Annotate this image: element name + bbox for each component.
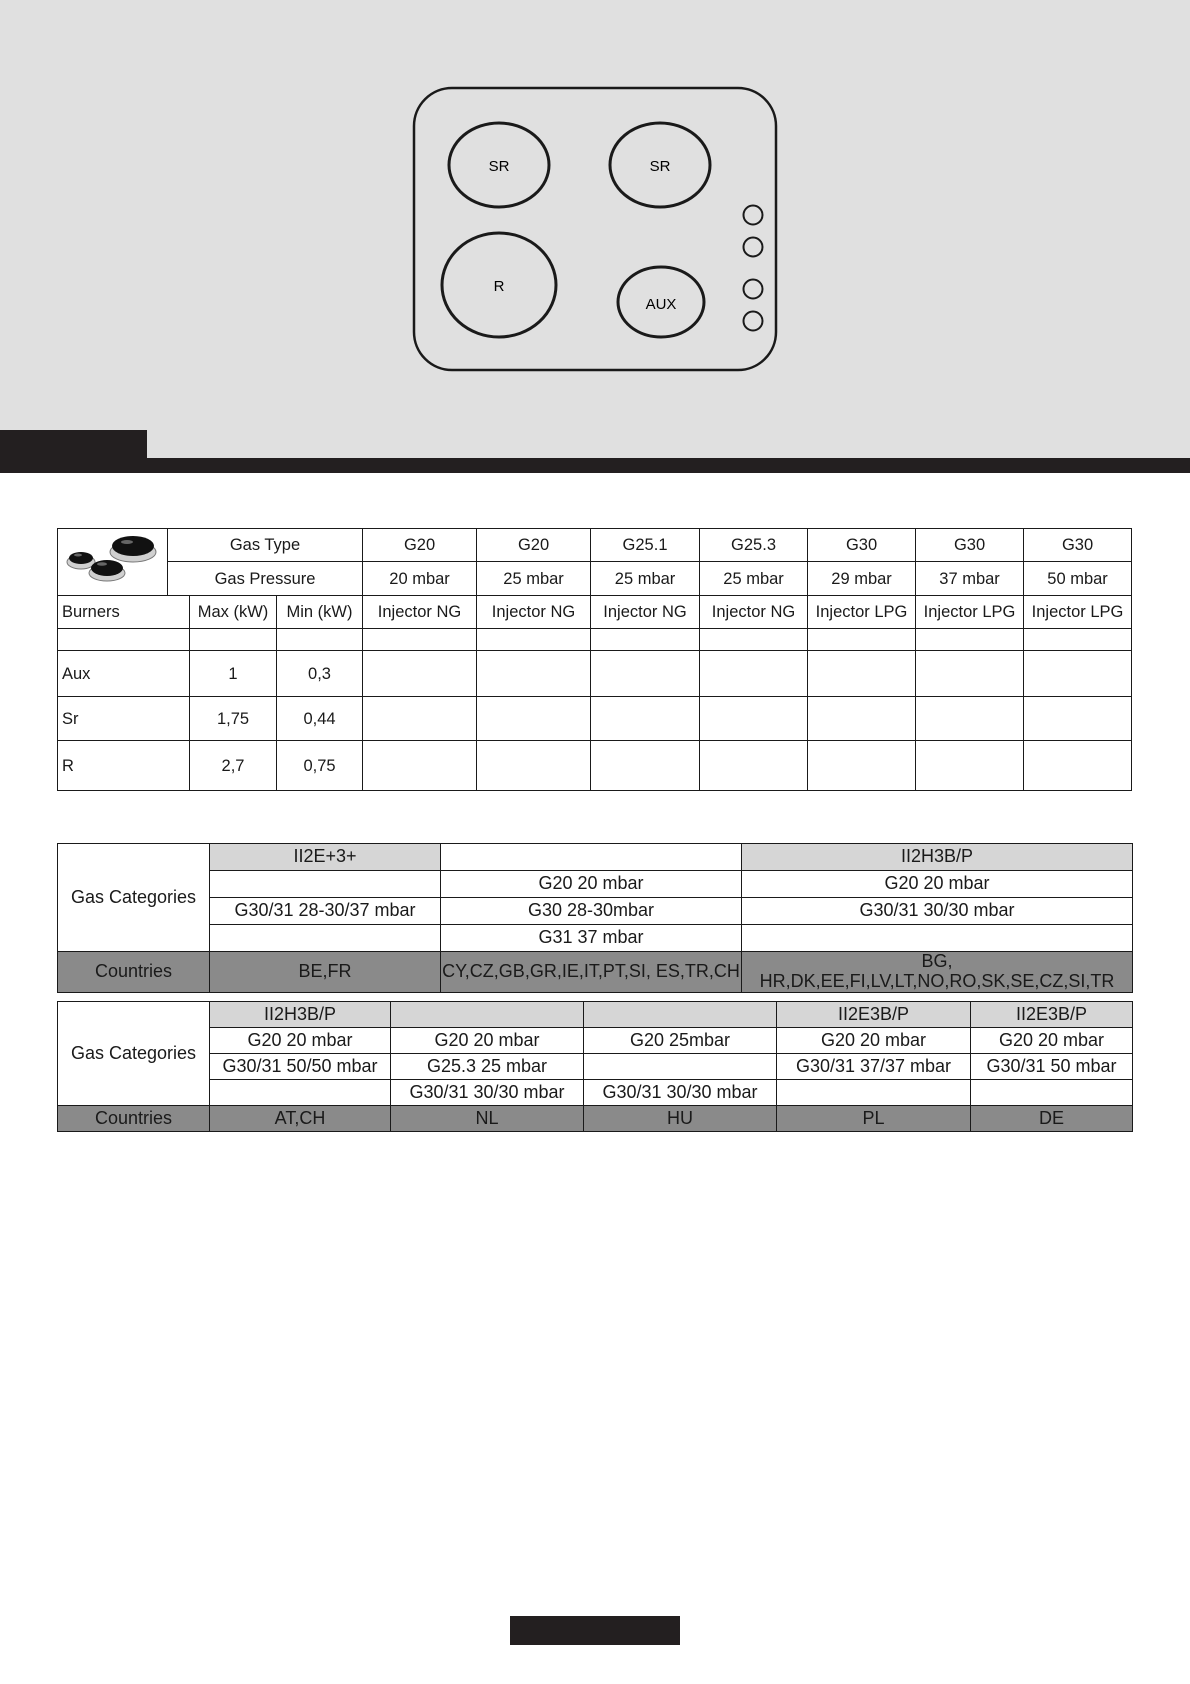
category-head: II2H3B/P [742, 844, 1133, 871]
control-knob-icon [744, 280, 763, 299]
empty-cell [363, 651, 477, 697]
burner-r-label: R [493, 278, 505, 295]
category-cell: G30 28-30mbar [441, 898, 742, 925]
page-footer-bar [510, 1616, 680, 1645]
countries-cell: DE [971, 1106, 1133, 1132]
category-cell: G20 20 mbar [777, 1028, 971, 1054]
empty-cell [477, 629, 591, 651]
burner-caps-icon [59, 529, 167, 591]
burner-aux-label: AUX [645, 296, 677, 313]
burners-column-header: Burners [58, 596, 190, 629]
gas-categories-table-1 [57, 843, 1133, 993]
burner-name: Aux [58, 651, 190, 697]
countries-cell: AT,CH [210, 1106, 391, 1132]
empty-cell [1024, 697, 1132, 741]
empty-cell [916, 629, 1024, 651]
gas-pressure-cell: 37 mbar [916, 562, 1024, 596]
empty-cell [477, 697, 591, 741]
burner-max-kw: 2,7 [190, 741, 277, 791]
hob-diagram [0, 0, 1190, 473]
empty-cell [277, 629, 363, 651]
burner-sr-right-label: SR [649, 158, 671, 175]
empty-cell [916, 697, 1024, 741]
burner-sr-left-label: SR [488, 158, 510, 175]
category-cell: G30/31 30/30 mbar [742, 898, 1133, 925]
burner-max-kw: 1,75 [190, 697, 277, 741]
countries-cell: HU [584, 1106, 777, 1132]
category-cell [584, 1054, 777, 1080]
control-knob-icon [744, 312, 763, 331]
gas-categories-table-2 [57, 1001, 1133, 1132]
empty-cell [363, 629, 477, 651]
category-cell: G31 37 mbar [441, 925, 742, 952]
gas-pressure-cell: 50 mbar [1024, 562, 1132, 596]
injector-cell: Injector LPG [916, 596, 1024, 629]
category-cell [742, 925, 1133, 952]
gas-pressure-cell: 29 mbar [808, 562, 916, 596]
empty-cell [808, 651, 916, 697]
category-cell [777, 1080, 971, 1106]
gas-type-cell: G30 [1024, 529, 1132, 562]
empty-cell [190, 629, 277, 651]
category-cell [210, 925, 441, 952]
countries-cell: CY,CZ,GB,GR,IE,IT,PT,SI, ES,TR,CH [441, 952, 742, 993]
hob-illustration-panel [0, 0, 1190, 473]
gas-pressure-header: Gas Pressure [168, 562, 363, 596]
empty-cell [700, 629, 808, 651]
category-head [584, 1002, 777, 1028]
category-cell [210, 1080, 391, 1106]
empty-cell [1024, 629, 1132, 651]
category-cell: G30/31 50 mbar [971, 1054, 1133, 1080]
gas-type-header: Gas Type [168, 529, 363, 562]
countries-cell: NL [391, 1106, 584, 1132]
gas-pressure-cell: 25 mbar [591, 562, 700, 596]
min-kw-header: Min (kW) [277, 596, 363, 629]
empty-cell [1024, 651, 1132, 697]
control-knob-icon [744, 206, 763, 225]
category-head [441, 844, 742, 871]
empty-cell [58, 629, 190, 651]
gas-type-cell: G20 [477, 529, 591, 562]
burner-max-kw: 1 [190, 651, 277, 697]
category-head: II2E3B/P [971, 1002, 1133, 1028]
gas-categories-label: Gas Categories [58, 1002, 210, 1106]
category-cell: G20 20 mbar [441, 871, 742, 898]
table-row [58, 651, 1132, 697]
table-row [58, 741, 1132, 791]
category-cell: G20 20 mbar [391, 1028, 584, 1054]
empty-cell [808, 629, 916, 651]
burner-min-kw: 0,44 [277, 697, 363, 741]
category-cell [210, 871, 441, 898]
gas-type-cell: G25.1 [591, 529, 700, 562]
empty-cell [363, 741, 477, 791]
category-cell [971, 1080, 1133, 1106]
section-divider-bar [0, 458, 1190, 473]
max-kw-header: Max (kW) [190, 596, 277, 629]
injector-cell: Injector NG [700, 596, 808, 629]
gas-type-cell: G20 [363, 529, 477, 562]
category-head: II2H3B/P [210, 1002, 391, 1028]
category-cell: G30/31 28-30/37 mbar [210, 898, 441, 925]
gas-pressure-cell: 25 mbar [700, 562, 808, 596]
countries-cell: PL [777, 1106, 971, 1132]
category-cell: G30/31 30/30 mbar [391, 1080, 584, 1106]
gas-pressure-cell: 20 mbar [363, 562, 477, 596]
empty-cell [916, 741, 1024, 791]
category-cell: G20 20 mbar [971, 1028, 1133, 1054]
burner-name: R [58, 741, 190, 791]
burner-name: Sr [58, 697, 190, 741]
empty-cell [591, 629, 700, 651]
empty-cell [700, 651, 808, 697]
empty-cell [591, 741, 700, 791]
countries-cell: BG, HR,DK,EE,FI,LV,LT,NO,RO,SK,SE,CZ,SI,TR [742, 952, 1133, 993]
empty-cell [700, 697, 808, 741]
control-knob-icon [744, 238, 763, 257]
empty-cell [808, 697, 916, 741]
gas-type-cell: G30 [916, 529, 1024, 562]
category-head: II2E3B/P [777, 1002, 971, 1028]
empty-cell [477, 651, 591, 697]
injector-cell: Injector NG [363, 596, 477, 629]
category-cell: G30/31 30/30 mbar [584, 1080, 777, 1106]
empty-cell [477, 741, 591, 791]
empty-cell [591, 651, 700, 697]
table-row [58, 697, 1132, 741]
category-head: II2E+3+ [210, 844, 441, 871]
countries-label: Countries [58, 1106, 210, 1132]
category-cell: G25.3 25 mbar [391, 1054, 584, 1080]
empty-cell [700, 741, 808, 791]
category-cell: G30/31 50/50 mbar [210, 1054, 391, 1080]
category-cell: G20 20 mbar [742, 871, 1133, 898]
gas-type-cell: G30 [808, 529, 916, 562]
category-head [391, 1002, 584, 1028]
injector-cell: Injector LPG [1024, 596, 1132, 629]
category-cell: G20 20 mbar [210, 1028, 391, 1054]
gas-pressure-cell: 25 mbar [477, 562, 591, 596]
countries-cell: BE,FR [210, 952, 441, 993]
injector-cell: Injector NG [477, 596, 591, 629]
category-cell: G30/31 37/37 mbar [777, 1054, 971, 1080]
category-cell: G20 25mbar [584, 1028, 777, 1054]
burner-specification-table [57, 528, 1132, 791]
gas-categories-label: Gas Categories [58, 844, 210, 952]
countries-label: Countries [58, 952, 210, 993]
empty-cell [363, 697, 477, 741]
empty-cell [591, 697, 700, 741]
empty-cell [1024, 741, 1132, 791]
burner-min-kw: 0,3 [277, 651, 363, 697]
empty-cell [808, 741, 916, 791]
injector-cell: Injector NG [591, 596, 700, 629]
burner-min-kw: 0,75 [277, 741, 363, 791]
empty-cell [916, 651, 1024, 697]
injector-cell: Injector LPG [808, 596, 916, 629]
burner-caps-image [58, 529, 168, 596]
gas-type-cell: G25.3 [700, 529, 808, 562]
